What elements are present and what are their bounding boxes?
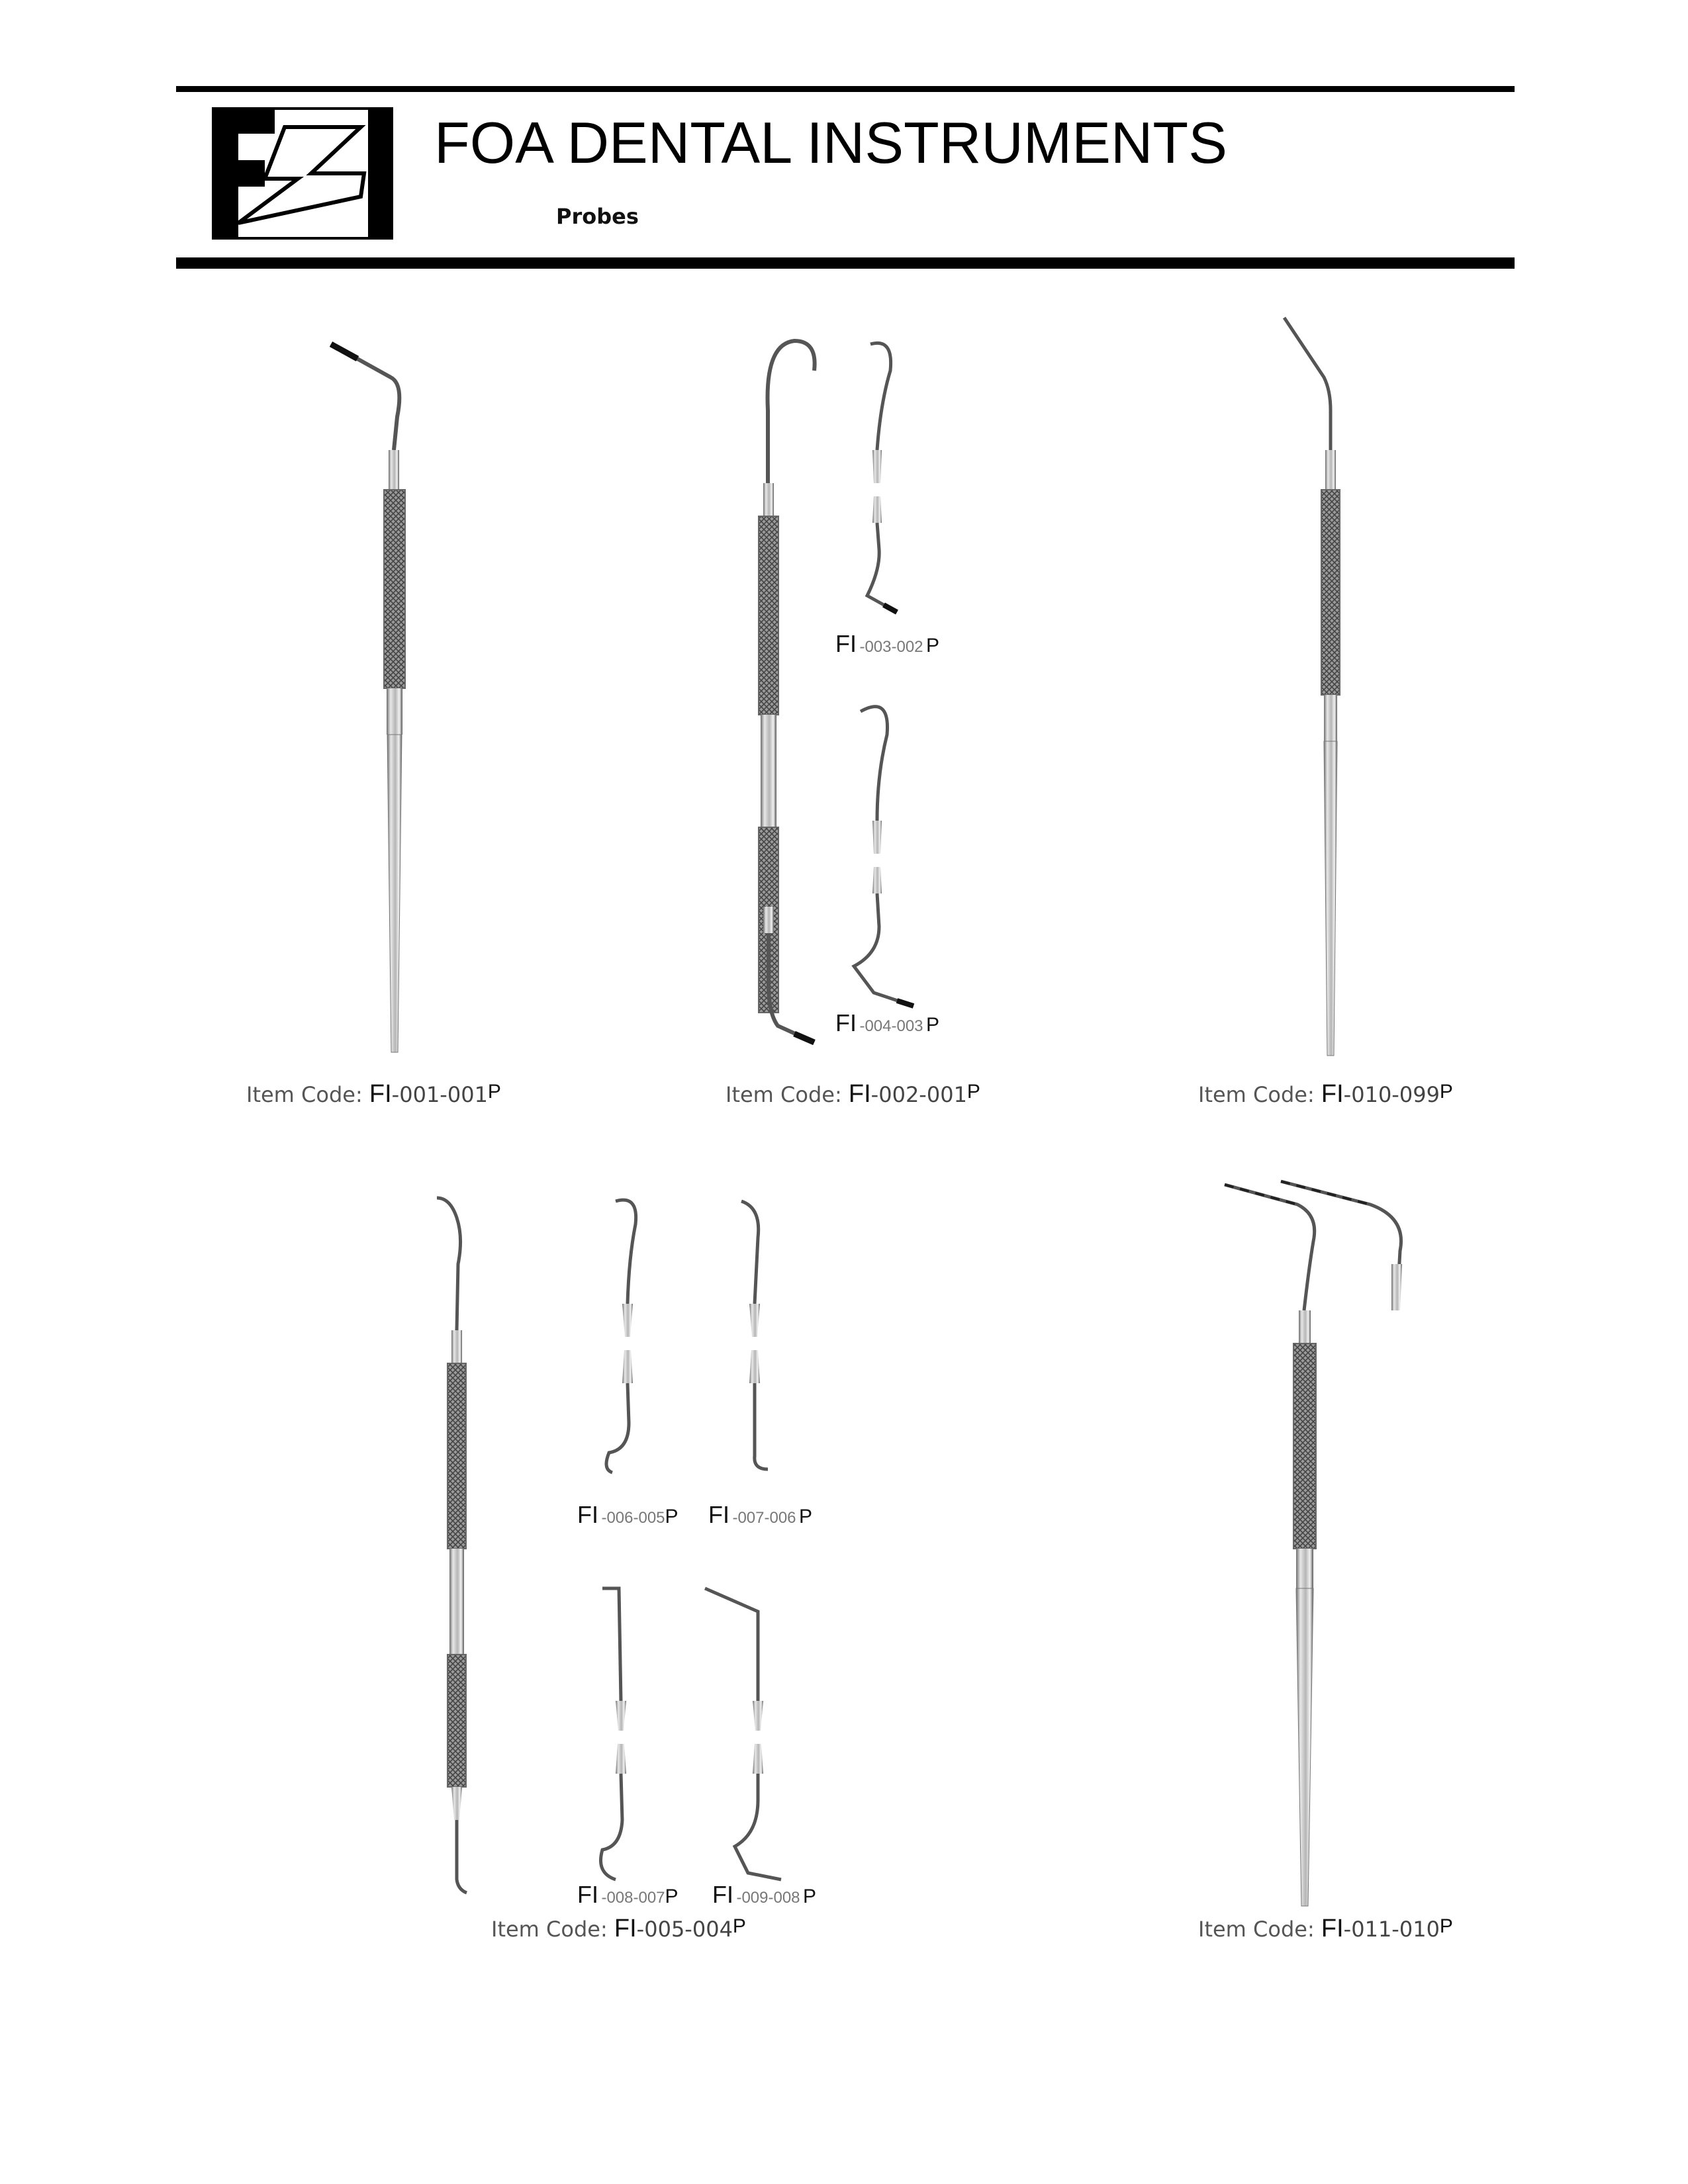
item-code-prefix: FI xyxy=(848,1080,871,1108)
item-code-caption xyxy=(491,1915,746,1943)
section-title: Probes xyxy=(556,204,639,229)
item-code-label: Item Code: xyxy=(726,1082,842,1107)
probe-image-5 xyxy=(1218,1178,1436,1913)
item-code-caption xyxy=(726,1080,980,1109)
tip-code: -004-003 xyxy=(859,1017,923,1035)
tip-suffix: P xyxy=(925,1014,939,1036)
item-code-prefix: FI xyxy=(1321,1915,1344,1942)
tip-prefix: FI xyxy=(577,1881,598,1908)
tip-label xyxy=(577,1501,679,1529)
item-code-suffix: P xyxy=(1439,1081,1453,1103)
item-code-caption xyxy=(1198,1080,1453,1109)
tip-label xyxy=(712,1881,816,1909)
probe-image-1 xyxy=(311,331,444,1059)
tip-prefix: FI xyxy=(708,1501,729,1528)
item-code-label: Item Code: xyxy=(491,1917,608,1942)
tip-code: -003-002 xyxy=(859,638,923,656)
item-code-number: -002-001 xyxy=(870,1082,967,1107)
tip-detail-1 xyxy=(841,331,933,635)
item-code-label: Item Code: xyxy=(1198,1082,1315,1107)
tip-detail-4 xyxy=(715,1191,788,1482)
tip-prefix: FI xyxy=(712,1881,733,1908)
item-code-suffix: P xyxy=(732,1915,746,1937)
item-code-number: -001-001 xyxy=(391,1082,488,1107)
tip-label xyxy=(835,1009,939,1037)
item-code-suffix: P xyxy=(487,1081,501,1103)
probe-image-4 xyxy=(397,1185,490,1899)
brand-title: FOA DENTAL INSTRUMENTS xyxy=(434,110,1227,175)
item-code-number: -011-010 xyxy=(1343,1917,1440,1942)
tip-code: -008-007 xyxy=(601,1889,665,1907)
tip-code: -009-008 xyxy=(736,1889,800,1907)
probe-image-3 xyxy=(1258,311,1390,1066)
tip-label xyxy=(577,1881,679,1909)
header-bottom-rule xyxy=(176,257,1515,269)
item-code-label: Item Code: xyxy=(1198,1917,1315,1942)
tip-detail-5 xyxy=(583,1582,669,1886)
tip-prefix: FI xyxy=(835,630,857,657)
tip-suffix: P xyxy=(665,1506,679,1527)
item-code-suffix: P xyxy=(966,1081,980,1103)
tip-label xyxy=(835,630,939,658)
tip-code: -007-006 xyxy=(732,1509,796,1527)
tip-detail-6 xyxy=(695,1582,808,1886)
tip-prefix: FI xyxy=(835,1009,857,1036)
item-code-prefix: FI xyxy=(614,1915,637,1942)
item-code-caption xyxy=(246,1080,501,1109)
tip-suffix: P xyxy=(925,635,939,657)
tip-label xyxy=(708,1501,812,1529)
tip-detail-2 xyxy=(841,695,933,1019)
header-top-rule xyxy=(176,86,1515,92)
item-code-label: Item Code: xyxy=(246,1082,363,1107)
tip-suffix: P xyxy=(802,1886,816,1907)
item-code-prefix: FI xyxy=(1321,1080,1344,1108)
item-code-caption xyxy=(1198,1915,1453,1943)
tip-suffix: P xyxy=(798,1506,812,1527)
foa-logo-icon xyxy=(212,107,393,240)
tip-detail-3 xyxy=(583,1191,669,1482)
item-code-suffix: P xyxy=(1439,1915,1453,1937)
item-code-prefix: FI xyxy=(369,1080,392,1108)
item-code-number: -010-099 xyxy=(1343,1082,1440,1107)
tip-suffix: P xyxy=(665,1886,679,1907)
item-code-number: -005-004 xyxy=(636,1917,733,1942)
tip-prefix: FI xyxy=(577,1501,598,1528)
tip-code: -006-005 xyxy=(601,1509,665,1527)
